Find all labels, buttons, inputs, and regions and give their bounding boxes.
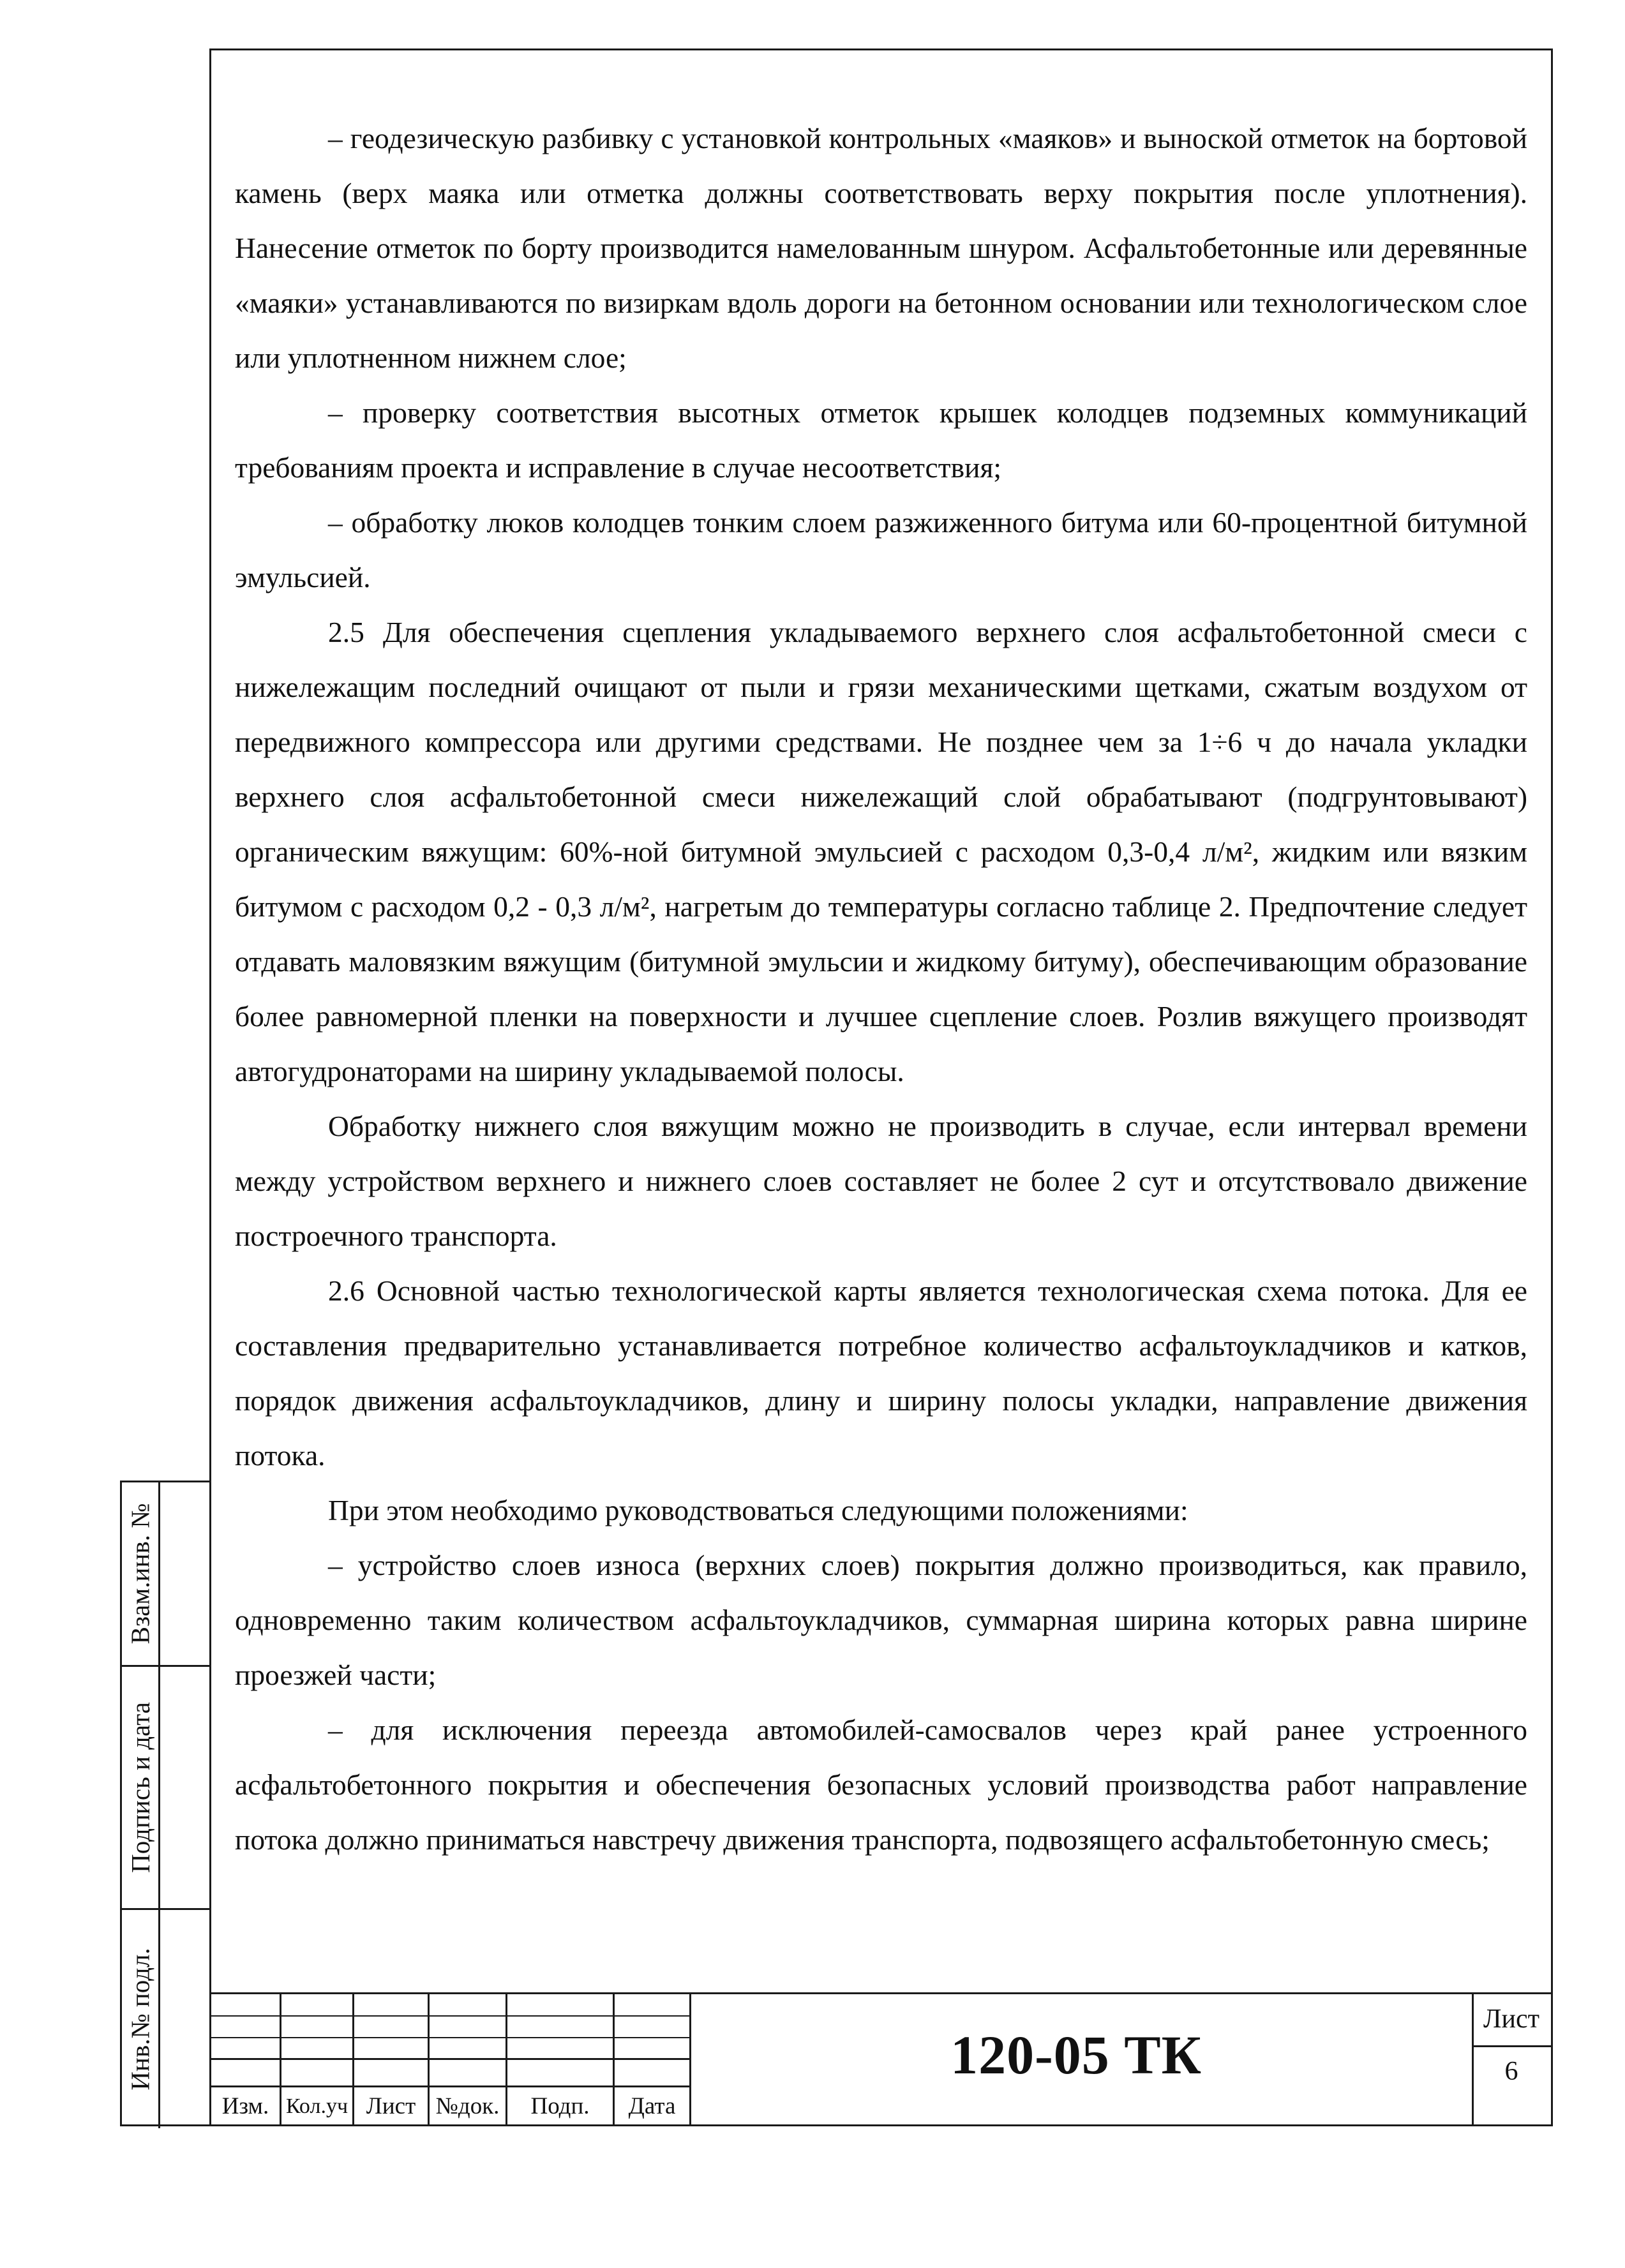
sheet-label: Лист [1483,2004,1539,2034]
paragraph-binder-skip: Обработку нижнего слоя вяжущим можно не производить в случае, если интервал времени между устройством верхнего и нижнего слоев составляет не более 2 сут и отсутствовало движение построечного транспорта. [235,1110,1527,1252]
sidebar-podpis-label: Подпись и дата [125,1702,155,1873]
stamp-col-izm: Изм. [221,2093,269,2119]
paragraph-2-5: 2.5 Для обеспечения сцепления укладываемого верхнего слоя асфальтобетонной смеси с нижележащим последний очищают от пыли и грязи механическими щетками, сжатым воздухом от передвижного компрессора или другими средствами. Не позднее чем за 1÷6 ч до начала укладки верхнего слоя асфальтобетонной смеси нижележащий слой обрабатывают (подгрунтовывают) органическим вяжущим: 60%-ной битумной эмульсией с расходом 0,3-0,4 л/м², жидким или вязким битумом с расходом 0,2 - 0,3 л/м², нагретым до температуры согласно таблице 2. Предпочтение следует отдавать маловязким вяжущим (битумной эмульсии и жидкому битуму), обеспечивающим образование более равномерной пленки на поверхности и лучшее сцепление слоев. Розлив вяжущего производят автогудронаторами на ширину укладываемой полосы. [235,616,1527,1087]
stamp-col-podp: Подп. [530,2093,590,2119]
stamp-col-list: Лист [366,2093,416,2119]
sidebar-vzam-label: Взам.инв. № [125,1503,155,1645]
stamp-line [1472,2045,1553,2047]
stamp-col-ndok: №док. [435,2093,500,2119]
sidebar-cell-podpis [122,1667,211,1908]
sidebar-cell-vzam [122,1482,211,1665]
paragraph-principles: При этом необходимо руководствоваться следующими положениями: [328,1494,1188,1526]
sidebar-cell-inv [122,1910,211,2128]
paragraph-geodesy: – геодезическую разбивку с установкой контрольных «маяков» и выноской отметок на бортовой камень (верх маяка или отметка должны соответствовать верху покрытия после уплотнения). Нанесение отметок по борту производится намелованным шнуром. Асфальтобетонные или деревянные «маяки» устанавливаются по визиркам вдоль дороги на бетонном основании или технологическом слое или уплотненном нижнем слое; [235,122,1527,374]
side-stamp [120,1481,209,2126]
sidebar-inv-label: Инв.№ подл. [125,1948,155,2091]
stamp-line [209,1992,1553,1994]
sheet-number: 6 [1504,2057,1518,2086]
paragraph-2-6: 2.6 Основной частью технологической карты является технологическая схема потока. Для ее составления предварительно устанавливается потребное количество асфальтоукладчиков и катков, порядок движения асфальтоукладчиков, длину и ширину полосы укладки, направление движения потока. [235,1274,1527,1472]
stamp-col-data: Дата [628,2093,676,2119]
paragraph-flow-direction: – для исключения переезда автомобилей-самосвалов через край ранее устроенного асфальтобетонного покрытия и обеспечения безопасных условий производства работ направление потока должно приниматься навстречу движения транспорта, подвозящего асфальтобетонную смесь; [235,1713,1527,1856]
document-code: 120-05 ТК [950,2024,1202,2085]
paragraph-wells-check: – проверку соответствия высотных отметок крышек колодцев подземных коммуникаций требованиям проекта и исправление в случае несоответствия; [235,396,1527,484]
paragraph-wear-layers: – устройство слоев износа (верхних слоев) покрытия должно производиться, как правило, одновременно таким количеством асфальтоукладчиков, суммарная ширина которых равна ширине проезжей части; [235,1549,1527,1691]
document-body [235,111,1527,1867]
paragraph-hatches: – обработку люков колодцев тонким слоем разжиженного битума или 60-процентной битумной эмульсией. [235,506,1527,593]
stamp-col-kolvo: Кол.уч [285,2094,348,2118]
